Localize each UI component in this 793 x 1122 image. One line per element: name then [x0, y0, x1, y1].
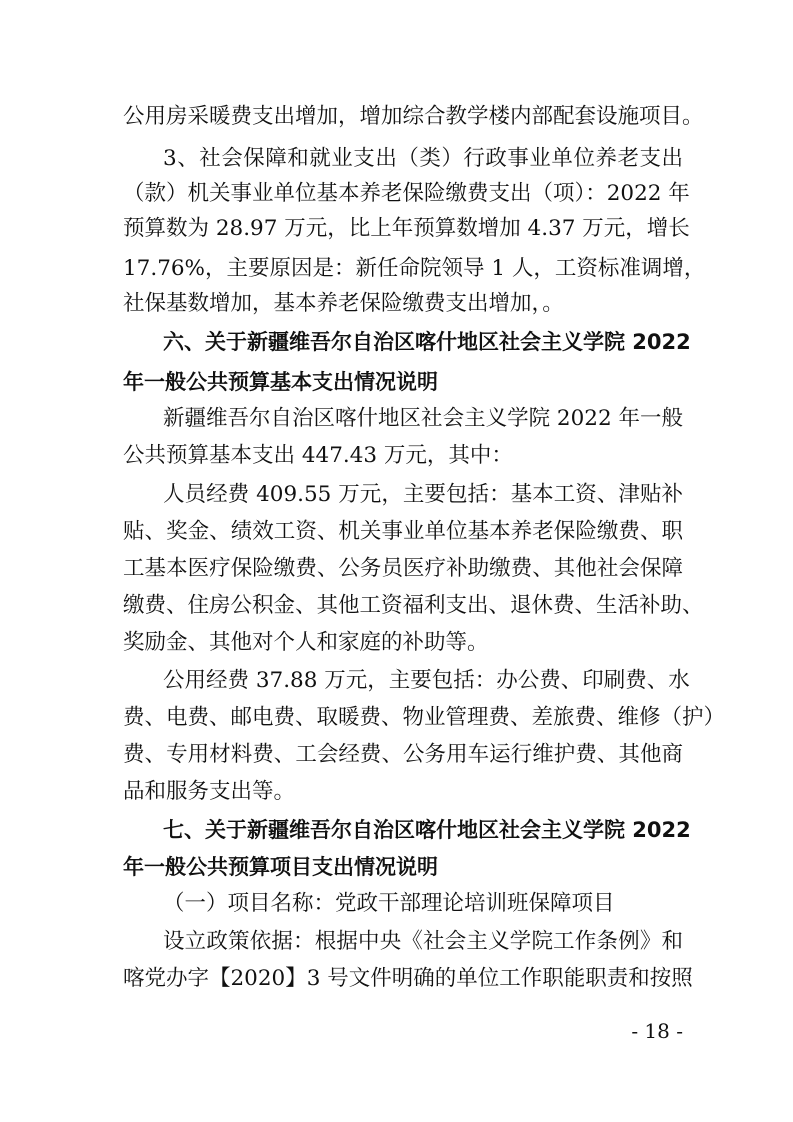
- body-text-line: 3、社会保障和就业支出（类）行政事业单位养老支出: [163, 146, 683, 171]
- body-text-line: 设立政策依据：根据中央《社会主义学院工作条例》和: [163, 929, 683, 954]
- section-heading: 七、关于新疆维吾尔自治区喀什地区社会主义学院 2022: [163, 818, 691, 842]
- body-text-line: 公用房采暖费支出增加，增加综合教学楼内部配套设施项目。: [123, 104, 704, 129]
- body-text-line: 新疆维吾尔自治区喀什地区社会主义学院 2022 年一般: [163, 406, 683, 431]
- body-text-line: （一）项目名称：党政干部理论培训班保障项目: [163, 891, 615, 916]
- page-number: - 18 -: [631, 1019, 683, 1043]
- section-heading: 年一般公共预算基本支出情况说明: [123, 370, 438, 394]
- body-text-line: 预算数为 28.97 万元，比上年预算数增加 4.37 万元，增长: [123, 216, 690, 241]
- body-text-line: 奖励金、其他对个人和家庭的补助等。: [123, 630, 489, 655]
- section-heading: 六、关于新疆维吾尔自治区喀什地区社会主义学院 2022: [163, 330, 691, 354]
- body-text-line: 17.76%，主要原因是：新任命院领导 1 人，工资标准调增，: [123, 256, 706, 281]
- body-text-line: 品和服务支出等。: [123, 779, 296, 804]
- body-text-line: 公用经费 37.88 万元，主要包括：办公费、印刷费、水: [163, 668, 690, 693]
- body-text-line: 缴费、住房公积金、其他工资福利支出、退休费、生活补助、: [123, 593, 704, 618]
- body-text-line: 费、电费、邮电费、取暖费、物业管理费、差旅费、维修（护）: [123, 705, 726, 730]
- body-text-line: 费、专用材料费、工会经费、公务用车运行维护费、其他商: [123, 742, 683, 767]
- body-text-line: 工基本医疗保险缴费、公务员医疗补助缴费、其他社会保障: [123, 556, 683, 581]
- body-text-line: 贴、奖金、绩效工资、机关事业单位基本养老保险缴费、职: [123, 519, 683, 544]
- body-text-line: 社保基数增加，基本养老保险缴费支出增加，。: [123, 291, 564, 316]
- section-heading: 年一般公共预算项目支出情况说明: [123, 855, 438, 879]
- body-text-line: （款）机关事业单位基本养老保险缴费支出（项）：2022 年: [123, 181, 690, 206]
- body-text-line: 公共预算基本支出 447.43 万元，其中：: [123, 443, 513, 468]
- body-text-line: 人员经费 409.55 万元，主要包括：基本工资、津贴补: [163, 482, 683, 507]
- body-text-line: 喀党办字【2020】3 号文件明确的单位工作职能职责和按照: [123, 966, 693, 991]
